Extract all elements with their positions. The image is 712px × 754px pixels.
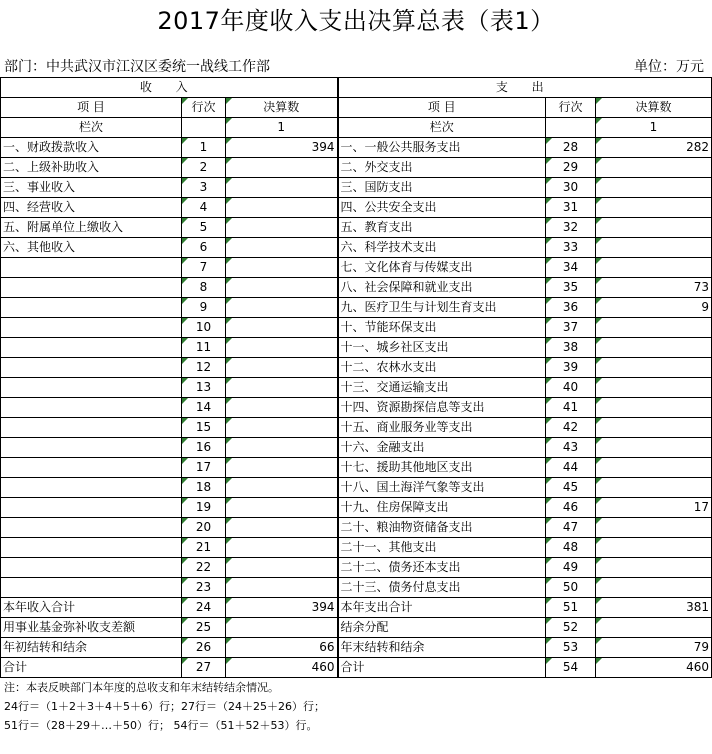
expense-row-no: 32 [546,218,596,238]
expense-item-name: 二十三、债务付息支出 [338,578,546,598]
income-item-name [1,558,182,578]
expense-amount: 73 [596,278,712,298]
total-row [1,638,712,658]
income-row-no: 22 [182,558,226,578]
expense-amount: 9 [596,298,712,318]
expense-amount [596,578,712,598]
expense-amount [596,378,712,398]
table-row [1,398,712,418]
expense-item-name: 十八、国土海洋气象等支出 [338,478,546,498]
expense-total-row-no: 51 [546,598,596,618]
expense-total-name: 结余分配 [338,618,546,638]
income-row-no: 2 [182,158,226,178]
income-item-name: 五、附属单位上缴收入 [1,218,182,238]
unit-label: 单位：万元 [634,59,704,75]
income-item-header: 项 目 [1,98,182,118]
income-row-no: 3 [182,178,226,198]
income-col-no: 1 [226,118,338,138]
income-item-name: 三、事业收入 [1,178,182,198]
table-row [1,478,712,498]
income-amount [226,198,338,218]
income-amount-header: 决算数 [226,98,338,118]
income-row-no: 18 [182,478,226,498]
expense-row-no: 40 [546,378,596,398]
expense-row-no: 45 [546,478,596,498]
expense-row-no: 38 [546,338,596,358]
expense-item-name: 二十、粮油物资储备支出 [338,518,546,538]
expense-item-name: 十、节能环保支出 [338,318,546,338]
income-total-amount: 394 [226,598,338,618]
income-item-name [1,338,182,358]
income-row-no: 8 [182,278,226,298]
income-item-name [1,378,182,398]
income-item-name [1,318,182,338]
expense-row-no: 49 [546,558,596,578]
expense-amount [596,158,712,178]
income-total-name: 本年收入合计 [1,598,182,618]
income-item-name [1,298,182,318]
expense-amount [596,518,712,538]
table-row [1,258,712,278]
income-amount [226,258,338,278]
note-line: 51行＝（28＋29＋…＋50）行； 54行＝（51＋52＋53）行。 [4,719,318,732]
table-row [1,298,712,318]
income-total-row-no: 24 [182,598,226,618]
expense-total-amount: 79 [596,638,712,658]
income-total-amount: 460 [226,658,338,678]
income-total-amount [226,618,338,638]
income-amount [226,178,338,198]
table-row [1,518,712,538]
income-total-name: 年初结转和结余 [1,638,182,658]
expense-item-name: 六、科学技术支出 [338,238,546,258]
expense-total-amount [596,618,712,638]
income-amount [226,558,338,578]
expense-col-no: 1 [596,118,712,138]
expense-amount: 17 [596,498,712,518]
expense-amount [596,178,712,198]
income-total-name: 合计 [1,658,182,678]
table-row [1,198,712,218]
expense-row-no: 37 [546,318,596,338]
expense-amount [596,358,712,378]
income-row-no: 20 [182,518,226,538]
income-row-no: 14 [182,398,226,418]
income-item-name: 二、上级补助收入 [1,158,182,178]
expense-amount: 282 [596,138,712,158]
income-item-name [1,498,182,518]
expense-amount [596,198,712,218]
expense-row-no: 44 [546,458,596,478]
table-row [1,218,712,238]
income-amount [226,298,338,318]
expense-amount [596,558,712,578]
expense-item-name: 十九、住房保障支出 [338,498,546,518]
income-amount [226,338,338,358]
expense-amount [596,258,712,278]
income-row-no: 13 [182,378,226,398]
note-line: 注：本表反映部门本年度的总收支和年末结转结余情况。 [4,681,279,694]
income-row-no: 5 [182,218,226,238]
income-col-label: 栏次 [1,118,182,138]
expense-row-no: 47 [546,518,596,538]
income-row-no: 9 [182,298,226,318]
expense-amount [596,418,712,438]
income-amount [226,398,338,418]
expense-item-name: 一、一般公共服务支出 [338,138,546,158]
income-amount [226,358,338,378]
table-row [1,318,712,338]
expense-item-name: 十六、金融支出 [338,438,546,458]
income-row-no: 1 [182,138,226,158]
income-row-no: 16 [182,438,226,458]
income-row-no: 23 [182,578,226,598]
expense-row-no: 46 [546,498,596,518]
income-item-name: 四、经营收入 [1,198,182,218]
expense-row-no: 50 [546,578,596,598]
expense-total-row-no: 53 [546,638,596,658]
expense-total-amount: 460 [596,658,712,678]
table-row [1,538,712,558]
table-row [1,338,712,358]
income-col-blank [182,118,226,138]
expense-row-no: 30 [546,178,596,198]
income-item-name [1,538,182,558]
expense-section-header: 支 出 [338,78,712,98]
income-amount [226,218,338,238]
expense-amount [596,538,712,558]
expense-row-no: 28 [546,138,596,158]
expense-total-name: 年末结转和结余 [338,638,546,658]
income-item-name [1,258,182,278]
expense-row-no: 48 [546,538,596,558]
income-row-no: 11 [182,338,226,358]
income-item-name [1,578,182,598]
expense-amount [596,318,712,338]
expense-item-name: 四、公共安全支出 [338,198,546,218]
expense-amount [596,438,712,458]
expense-amount [596,458,712,478]
budget-table [0,77,712,678]
expense-amount [596,478,712,498]
expense-item-name: 十四、资源勘探信息等支出 [338,398,546,418]
expense-item-name: 二十二、债务还本支出 [338,558,546,578]
income-row-no: 12 [182,358,226,378]
expense-row-no: 42 [546,418,596,438]
expense-row-no-header: 行次 [546,98,596,118]
table-row [1,418,712,438]
income-row-no: 15 [182,418,226,438]
table-row [1,578,712,598]
expense-item-name: 十七、援助其他地区支出 [338,458,546,478]
income-amount [226,478,338,498]
total-row [1,658,712,678]
table-row [1,378,712,398]
expense-amount-header: 决算数 [596,98,712,118]
expense-row-no: 43 [546,438,596,458]
page-title: 2017年度收入支出决算总表（表1） [157,7,555,35]
expense-row-no: 34 [546,258,596,278]
expense-item-name: 八、社会保障和就业支出 [338,278,546,298]
income-item-name [1,438,182,458]
income-section-header: 收 入 [1,78,338,98]
expense-col-label: 栏次 [338,118,546,138]
income-amount [226,318,338,338]
income-item-name [1,518,182,538]
income-row-no: 17 [182,458,226,478]
expense-item-name: 二十一、其他支出 [338,538,546,558]
table-row [1,558,712,578]
income-row-no: 10 [182,318,226,338]
income-amount [226,278,338,298]
table-row [1,158,712,178]
table-row [1,138,712,158]
income-amount [226,578,338,598]
income-row-no: 4 [182,198,226,218]
income-amount [226,538,338,558]
expense-item-name: 二、外交支出 [338,158,546,178]
department-label: 部门：中共武汉市江汉区委统一战线工作部 [4,59,270,75]
income-total-row-no: 27 [182,658,226,678]
expense-row-no: 39 [546,358,596,378]
income-item-name: 六、其他收入 [1,238,182,258]
expense-row-no: 36 [546,298,596,318]
income-item-name [1,278,182,298]
expense-row-no: 29 [546,158,596,178]
total-row [1,598,712,618]
table-row [1,498,712,518]
expense-col-blank [546,118,596,138]
expense-amount [596,398,712,418]
income-row-no: 6 [182,238,226,258]
expense-item-name: 十五、商业服务业等支出 [338,418,546,438]
income-amount [226,378,338,398]
expense-row-no: 41 [546,398,596,418]
expense-total-name: 本年支出合计 [338,598,546,618]
income-item-name [1,398,182,418]
table-row [1,178,712,198]
income-row-no: 19 [182,498,226,518]
income-amount [226,518,338,538]
income-amount [226,498,338,518]
expense-item-name: 三、国防支出 [338,178,546,198]
income-row-no: 7 [182,258,226,278]
income-amount [226,418,338,438]
income-total-row-no: 25 [182,618,226,638]
income-item-name [1,458,182,478]
table-row [1,358,712,378]
expense-row-no: 33 [546,238,596,258]
column-header-row [1,98,712,118]
income-amount [226,238,338,258]
income-total-row-no: 26 [182,638,226,658]
income-item-name [1,478,182,498]
expense-item-name: 九、医疗卫生与计划生育支出 [338,298,546,318]
income-item-name [1,418,182,438]
expense-amount [596,238,712,258]
income-amount [226,158,338,178]
section-header-row [1,78,712,98]
expense-item-name: 十三、交通运输支出 [338,378,546,398]
notes [4,678,325,735]
income-amount [226,438,338,458]
income-total-amount: 66 [226,638,338,658]
expense-item-name: 五、教育支出 [338,218,546,238]
column-index-row [1,118,712,138]
income-amount [226,458,338,478]
note-line: 24行＝（1＋2＋3＋4＋5＋6）行；27行＝（24＋25＋26）行； [4,700,325,713]
expense-row-no: 35 [546,278,596,298]
income-row-no: 21 [182,538,226,558]
income-total-name: 用事业基金弥补收支差额 [1,618,182,638]
expense-amount [596,338,712,358]
expense-total-row-no: 52 [546,618,596,638]
table-row [1,438,712,458]
income-row-no-header: 行次 [182,98,226,118]
income-amount: 394 [226,138,338,158]
expense-total-name: 合计 [338,658,546,678]
expense-item-name: 十二、农林水支出 [338,358,546,378]
expense-amount [596,218,712,238]
table-row [1,238,712,258]
expense-row-no: 31 [546,198,596,218]
total-row [1,618,712,638]
table-row [1,278,712,298]
expense-item-name: 七、文化体育与传媒支出 [338,258,546,278]
income-item-name: 一、财政拨款收入 [1,138,182,158]
income-item-name [1,358,182,378]
expense-item-header: 项 目 [338,98,546,118]
expense-item-name: 十一、城乡社区支出 [338,338,546,358]
expense-total-row-no: 54 [546,658,596,678]
table-row [1,458,712,478]
expense-total-amount: 381 [596,598,712,618]
